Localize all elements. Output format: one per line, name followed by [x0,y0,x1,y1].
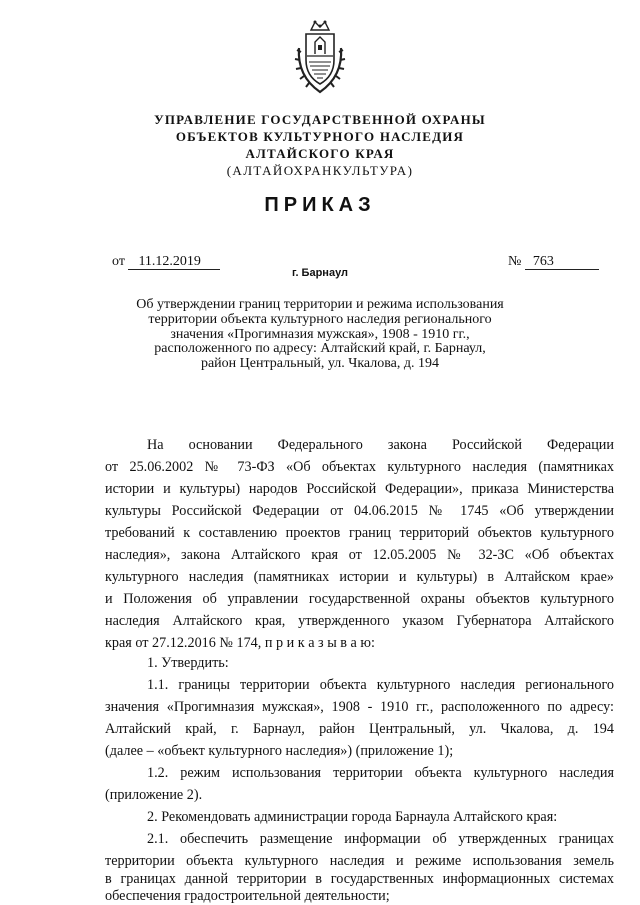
subject-line: Об утверждении границ территории и режима использования [136,297,504,312]
agency-name-line-1: УПРАВЛЕНИЕ ГОСУДАРСТВЕННОЙ ОХРАНЫ [154,112,486,127]
item-2-1-line: 2.1. обеспечить размещение информации об утвержденных границах [147,831,614,847]
document-title: ПРИКАЗ [264,194,376,216]
item-1-1-line: Алтайский край, г. Барнаул, район Центральный, ул. Чкалова, д. 194 [105,721,614,737]
city-label: г. Барнаул [291,267,349,279]
item-1-2-line: (приложение 2). [105,787,203,803]
agency-name-line-3: АЛТАЙСКОГО КРАЯ [245,146,395,161]
body-line: от 25.06.2002 № 73-ФЗ «Об объектах культурного наследия (памятниках [105,459,614,475]
item-1-1-line: значения «Прогимназия мужская», 1908 - 1910 гг., расположенного по адресу: [105,699,614,715]
item-1-2-line: 1.2. режим использования территории объекта культурного наследия [147,765,614,781]
body-line: края от 27.12.2016 № 174, п р и к а з ы в а ю: [105,635,375,651]
date-prefix: от [112,254,125,269]
item-1-heading: 1. Утвердить: [147,655,229,671]
body-line: культуры Российской Федерации от 04.06.2015 № 1745 «Об утверждении [105,503,614,519]
document-number: 763 [525,255,599,270]
agency-abbreviation: (АЛТАЙОХРАНКУЛЬТУРА) [226,163,414,178]
item-2-heading: 2. Рекомендовать администрации города Барнаула Алтайского края: [147,809,558,825]
subject-line: значения «Прогимназия мужская», 1908 - 1910 гг., [170,326,470,342]
coat-of-arms-emblem [289,18,351,96]
item-2-1-line: в границах данной территории в государственных информационных системах [105,871,614,887]
subject-line: район Центральный, ул. Чкалова, д. 194 [200,356,440,372]
agency-name-line-2: ОБЪЕКТОВ КУЛЬТУРНОГО НАСЛЕДИЯ [175,129,465,144]
body-line: наследия Алтайского края, утвержденного указом Губернатора Алтайского [105,613,614,629]
document-subject [0,298,640,372]
subject-line: расположенного по адресу: Алтайский край, г. Барнаул, [154,341,486,357]
body-line: На основании Федерального закона Российской Федерации [147,437,614,453]
body-line: наследия», закона Алтайского края от 12.05.2005 № 32-ЗС «Об объектах [105,547,614,563]
item-2-1-line: территории объекта культурного наследия и режиме использования земель [105,853,614,869]
item-2-1-line: обеспечения градостроительной деятельности; [105,888,390,904]
body-line: требований к составлению проектов границ территорий объектов культурного [105,525,614,541]
number-prefix: № [508,254,522,269]
item-1-1-line: 1.1. границы территории объекта культурного наследия регионального [147,677,614,693]
body-line: истории и культуры) народов Российской Федерации», приказа Министерства [105,481,614,497]
document-date: 11.12.2019 [128,255,220,270]
body-line: и Положения об управлении государственной охраны объектов культурного [105,591,614,607]
body-line: культурного наследия (памятниках истории и культуры) в Алтайском крае» [105,569,614,585]
subject-line: территории объекта культурного наследия регионального [148,311,492,327]
item-1-1-line: (далее – «объект культурного наследия») (приложение 1); [105,743,454,759]
